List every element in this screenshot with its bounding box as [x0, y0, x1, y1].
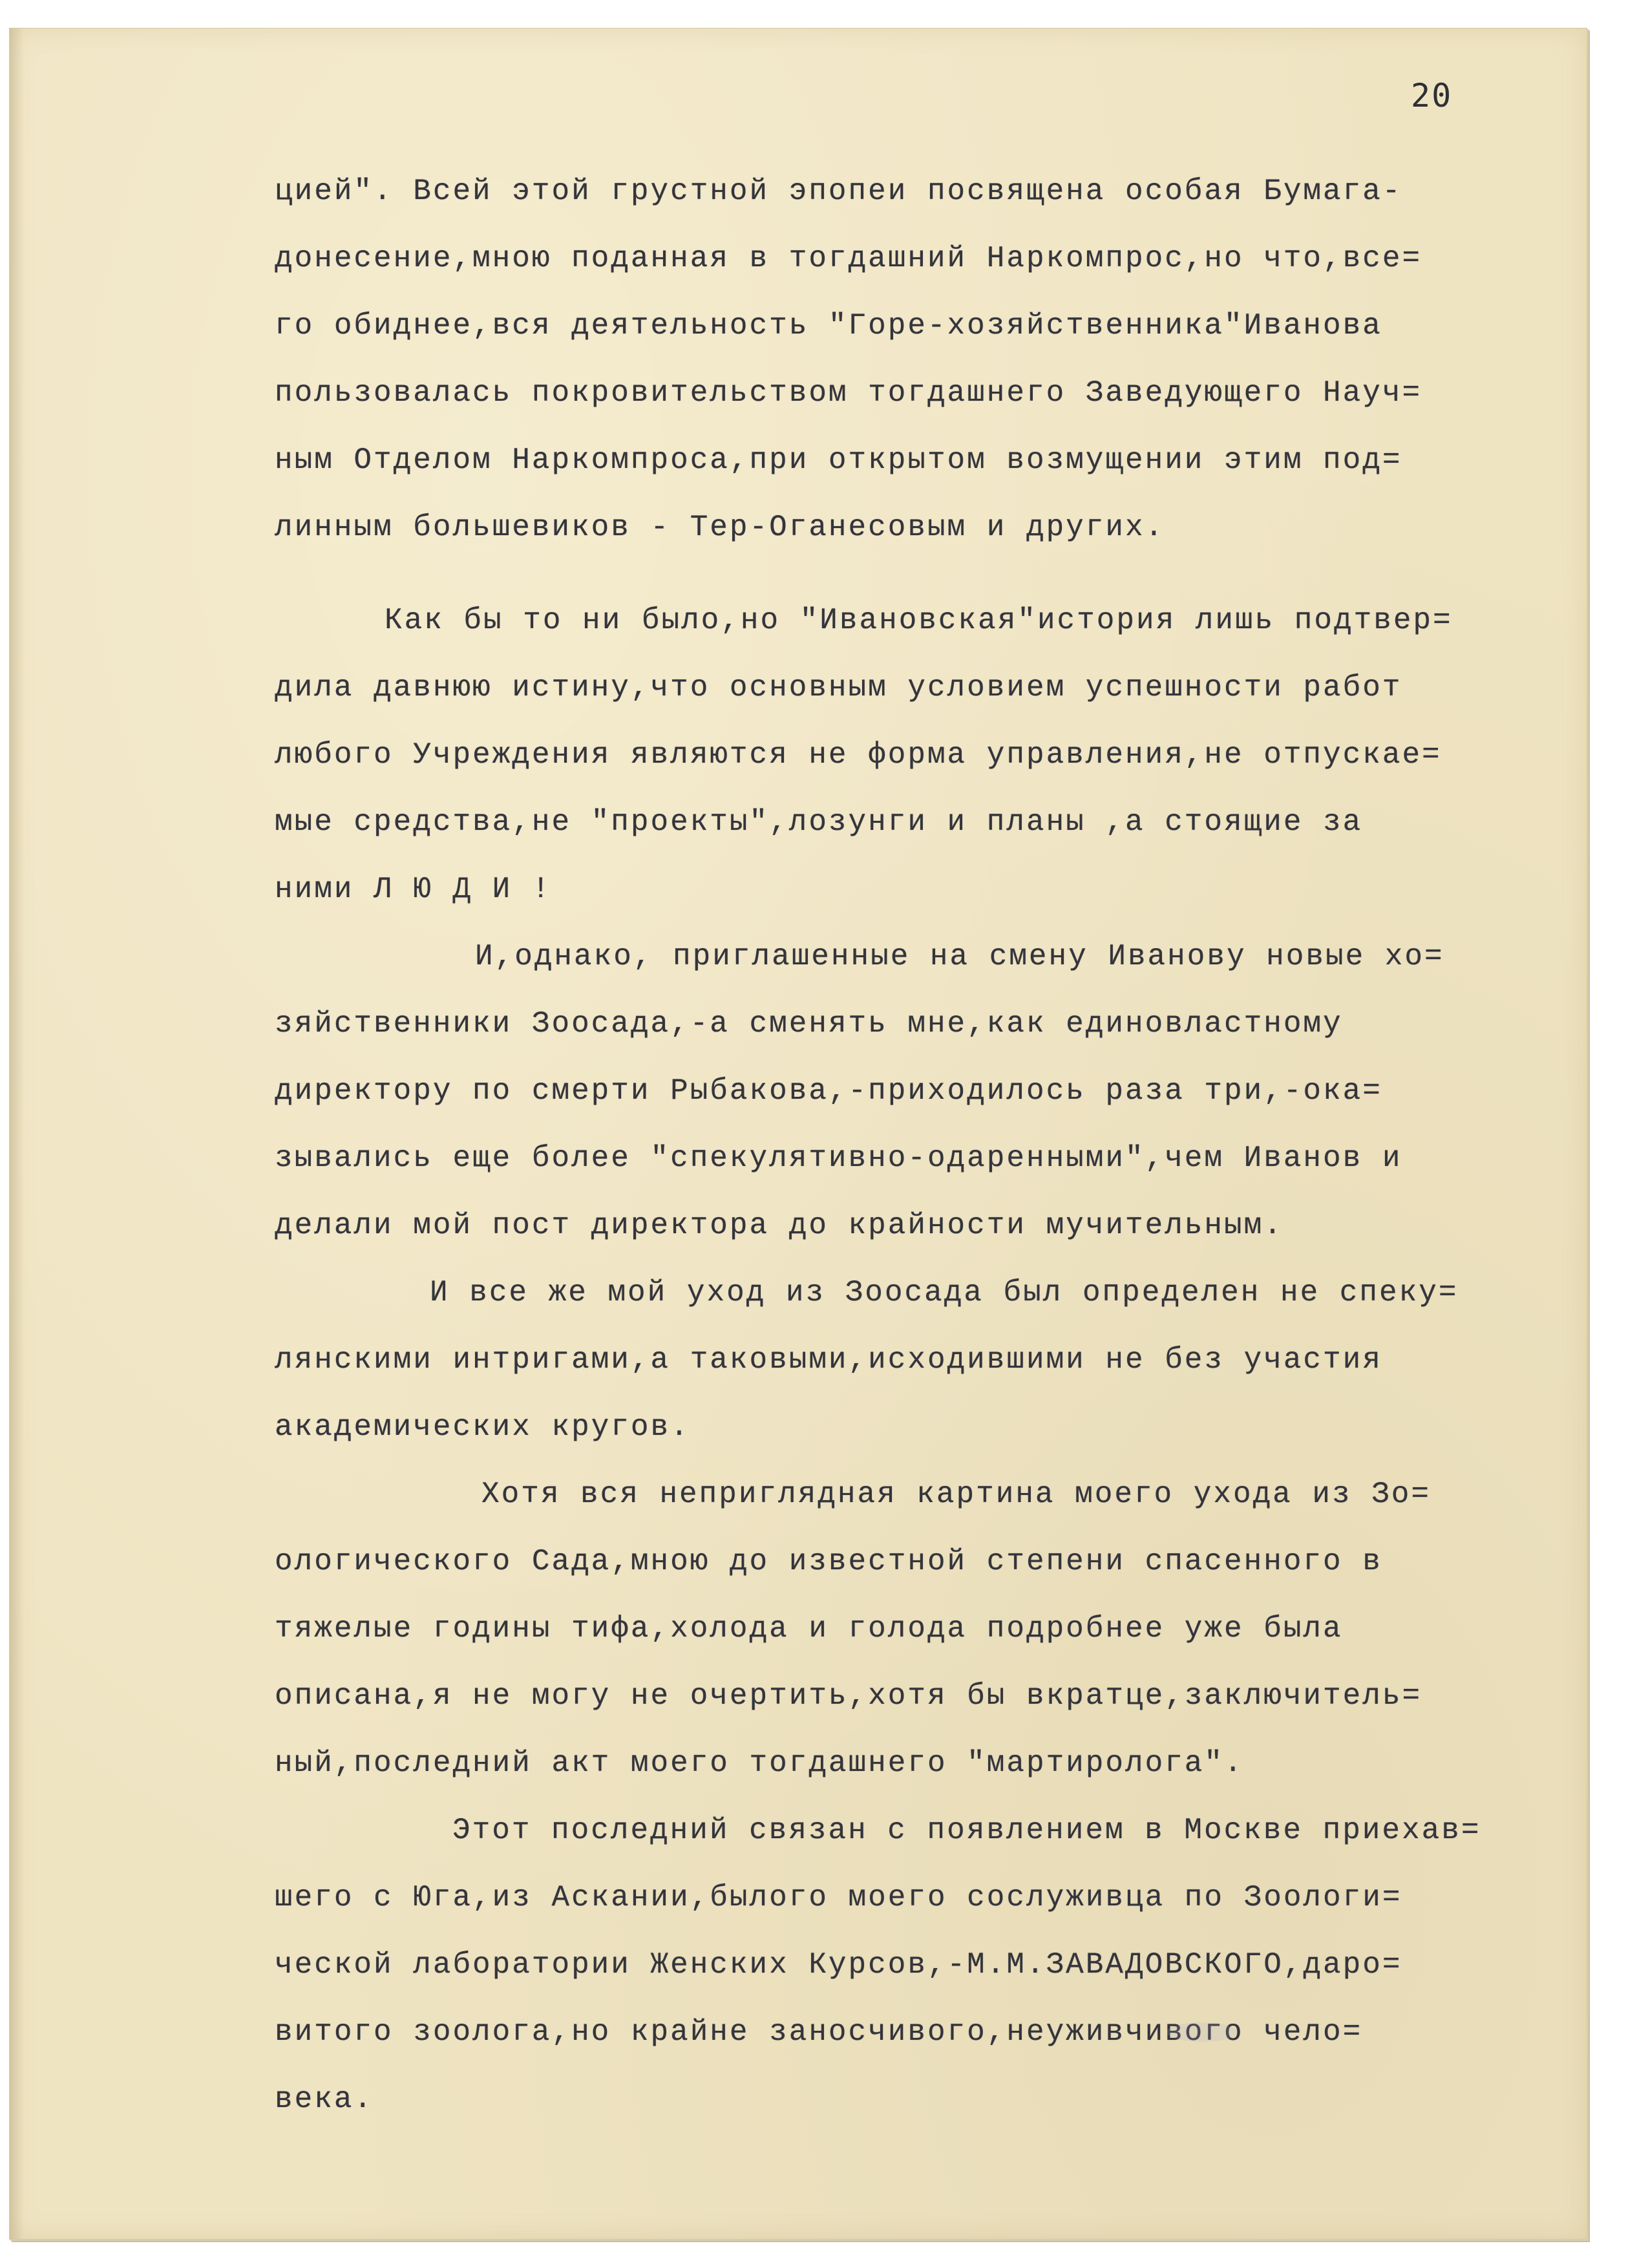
text-line: И,однако, приглашенные на смену Иванову новые хо=	[475, 940, 1444, 973]
text-line: века.	[275, 2083, 374, 2116]
text-line: пользовалась покровительством тогдашнего Заведующего Науч=	[275, 376, 1422, 410]
text-line: лянскими интригами,а таковыми,исходившими не без участия	[275, 1343, 1382, 1377]
text-line: витого зоолога,но крайне заносчивого,неуживчивого чело=	[275, 2015, 1363, 2049]
text-line: зяйственники Зоосада,-а сменять мне,как единовластному	[275, 1007, 1343, 1041]
text-line: шего с Юга,из Аскании,былого моего сослуживца по Зоологи=	[275, 1881, 1402, 1914]
text-line: го обиднее,вся деятельность "Горе-хозяйственника"Иванова	[275, 309, 1382, 343]
text-line: Как бы то ни было,но "Ивановская"история лишь подтвер=	[385, 604, 1453, 637]
text-line: делали мой пост директора до крайности мучительным.	[275, 1209, 1284, 1242]
text-line: линным большевиков - Тер-Оганесовым и других.	[275, 511, 1165, 544]
page-number: 20	[1411, 77, 1453, 114]
paragraph-gap	[275, 561, 1587, 587]
text-line: мые средства,не "проекты",лозунги и планы ,а стоящие за	[275, 805, 1363, 839]
text-line: описана,я не могу не очертить,хотя бы вкратце,заключитель=	[275, 1679, 1422, 1713]
text-line: директору по смерти Рыбакова,-приходилось раза три,-ока=	[275, 1074, 1382, 1108]
text-line: ным Отделом Наркомпроса,при открытом возмущении этим под=	[275, 443, 1402, 477]
text-line: зывались еще более "спекулятивно-одаренными",чем Иванов и	[275, 1141, 1402, 1175]
typed-text-body	[275, 158, 1587, 2133]
text-line: ологического Сада,мною до известной степени спасенного в	[275, 1545, 1382, 1578]
text-line: дила давнюю истину,что основным условием успешности работ	[275, 671, 1402, 705]
text-line: Хотя вся неприглядная картина моего ухода из Зо=	[481, 1478, 1431, 1511]
text-line: тяжелые годины тифа,холода и голода подробнее уже была	[275, 1612, 1343, 1646]
text-line: ческой лаборатории Женских Курсов,-М.М.ЗАВАДОВСКОГО,даро=	[275, 1948, 1402, 1982]
text-line: И все же мой уход из Зоосада был определен не спеку=	[430, 1276, 1459, 1309]
faint-ink-smudge	[1167, 2022, 1238, 2042]
text-line: ный,последний акт моего тогдашнего "мартиролога".	[275, 1746, 1244, 1780]
text-line: Этот последний связан с появлением в Москве приехав=	[452, 1814, 1481, 1847]
text-line: ними Л Ю Д И !	[275, 873, 552, 906]
text-line: любого Учреждения являются не форма управления,не отпускае=	[275, 738, 1442, 772]
document-page	[9, 28, 1587, 2240]
text-line: академических кругов.	[275, 1410, 690, 1444]
text-line: цией". Всей этой грустной эпопеи посвящена особая Бумага-	[275, 175, 1402, 208]
page-edge-shadow	[10, 28, 24, 2239]
text-line: донесение,мною поданная в тогдашний Наркомпрос,но что,все=	[275, 242, 1422, 275]
